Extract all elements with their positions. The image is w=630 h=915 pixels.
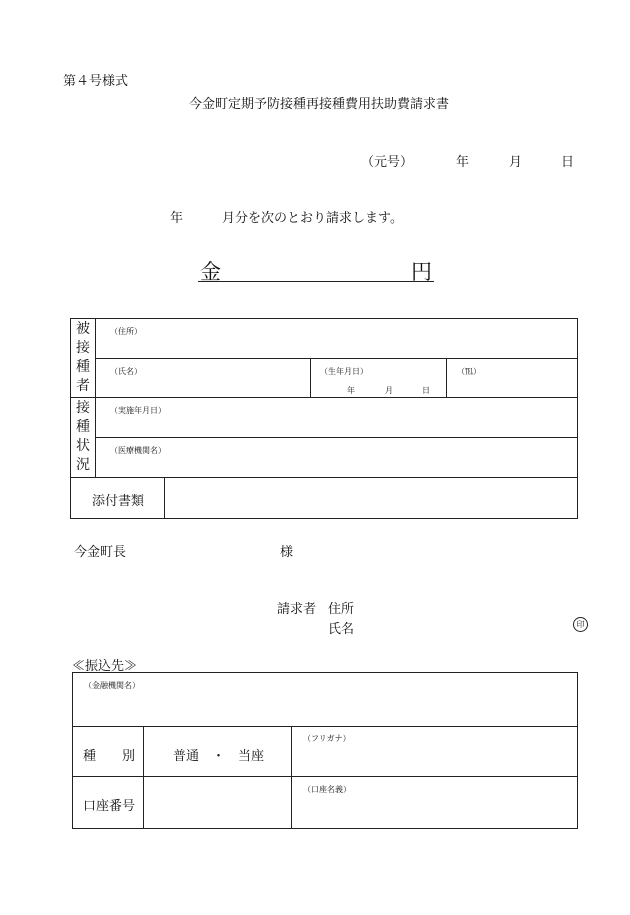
date-era: （元号） <box>361 155 414 170</box>
row-divider <box>70 477 578 478</box>
account-name-label: （口座名義） <box>303 785 351 794</box>
vaccinee-section-label: 被 接 種 者 <box>76 321 90 394</box>
form-number: 第４号様式 <box>63 74 129 89</box>
transfer-table <box>72 672 578 829</box>
amount-suffix: 円 <box>411 260 432 284</box>
address-label: （住所） <box>110 327 142 336</box>
account-type-label: 種 別 <box>83 749 136 764</box>
row-divider <box>95 358 578 359</box>
col-divider <box>310 358 311 397</box>
attachments-label: 添付書類 <box>92 494 145 509</box>
addressee-honorific: 様 <box>280 545 294 560</box>
row-divider <box>70 397 578 398</box>
col-divider <box>164 477 165 519</box>
requester-address-label: 住所 <box>328 602 355 617</box>
vaccination-date-label: （実施年月日） <box>110 406 166 415</box>
request-text: 月分を次のとおり請求します。 <box>222 211 403 226</box>
birth-day: 日 <box>422 386 430 395</box>
transfer-heading: ≪振込先≫ <box>72 659 138 674</box>
row-divider <box>72 776 578 777</box>
date-month: 月 <box>509 155 523 170</box>
col-divider <box>143 726 144 829</box>
requester-name-label: 氏名 <box>328 622 355 637</box>
amount-underline <box>198 281 434 282</box>
furigana-label: （フリガナ） <box>303 734 351 743</box>
tel-label: （℡） <box>457 367 481 376</box>
row-divider <box>95 437 578 438</box>
birth-month: 月 <box>385 386 393 395</box>
account-number-label: 口座番号 <box>83 799 136 814</box>
request-year: 年 <box>170 211 184 226</box>
date-year: 年 <box>456 155 470 170</box>
birth-year: 年 <box>347 386 355 395</box>
birth-label: （生年月日） <box>320 367 368 376</box>
addressee-name: 今金町長 <box>74 545 127 560</box>
institution-label: （医療機関名） <box>110 446 166 455</box>
vaccinee-table <box>70 318 578 519</box>
requester-label: 請求者 <box>277 602 317 617</box>
date-day: 日 <box>561 155 575 170</box>
vaccination-section-label: 接 種 状 況 <box>76 400 90 473</box>
amount-prefix: 金 <box>200 260 221 284</box>
col-divider <box>446 358 447 397</box>
row-divider <box>72 726 578 727</box>
account-type-value: 普通 ・ 当座 <box>173 749 265 764</box>
name-label: （氏名） <box>110 367 142 376</box>
page-title: 今金町定期予防接種再接種費用扶助費請求書 <box>189 97 450 112</box>
col-divider <box>291 726 292 829</box>
seal-mark: 印 <box>573 617 588 632</box>
bank-label: （金融機関名） <box>84 681 140 690</box>
